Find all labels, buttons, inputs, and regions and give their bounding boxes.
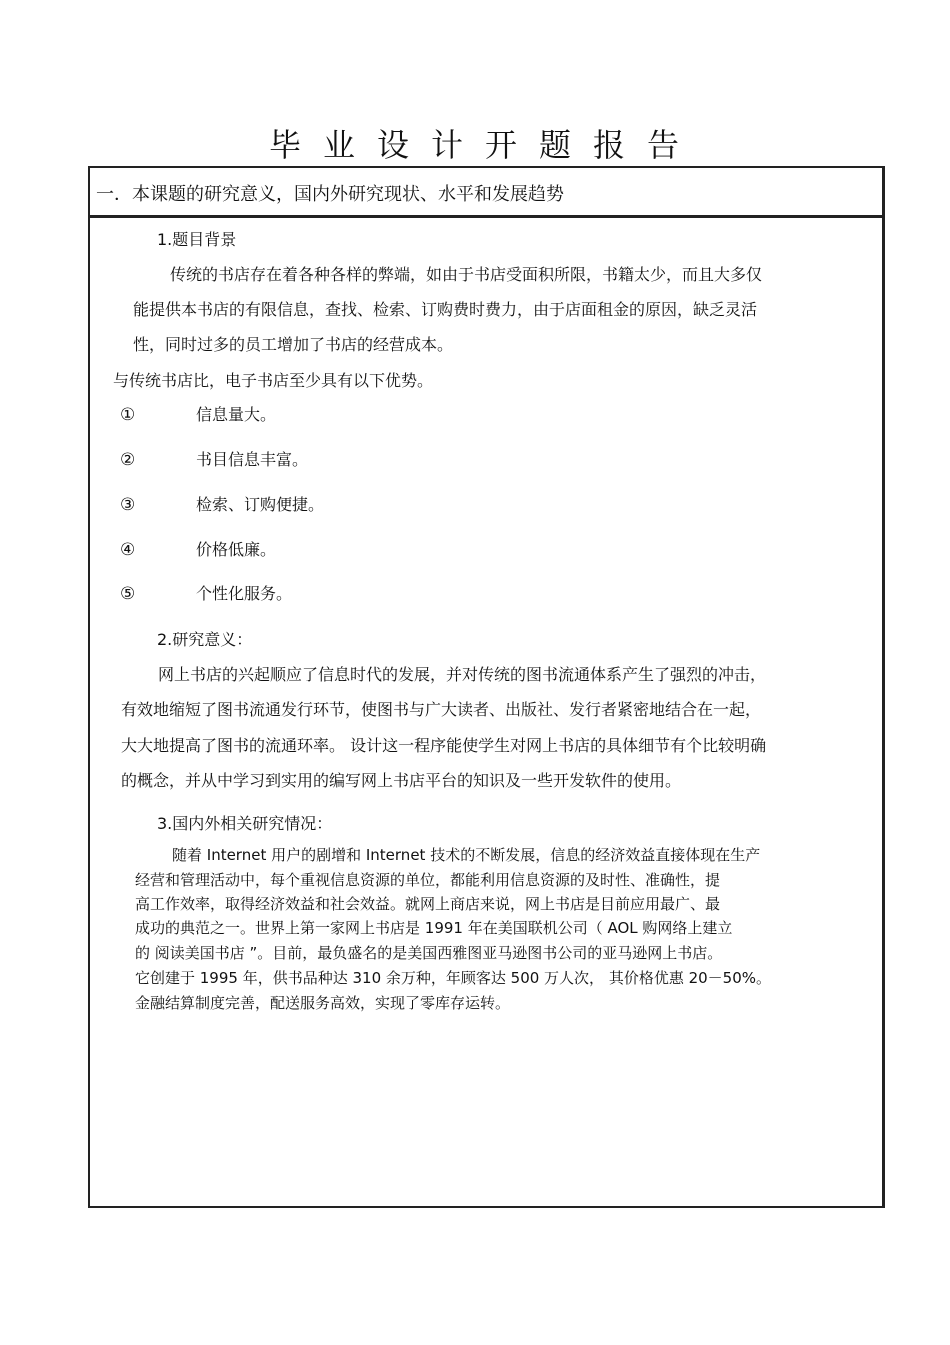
sec1-line: 能提供本书店的有限信息，查找、检索、订购费时费力，由于店面租金的原因，缺乏灵活: [133, 300, 758, 319]
advantage-text: 书目信息丰富。: [196, 450, 309, 469]
sec2-line: 大大地提高了图书的流通环率。 设计这一程序能使学生对网上书店的具体细节有个比较明确: [121, 736, 767, 755]
advantage-text: 检索、订购便捷。: [196, 495, 325, 514]
advantage-text: 信息量大。: [196, 405, 277, 424]
sec2-line: 的概念，并从中学习到实用的编写网上书店平台的知识及一些开发软件的使用。: [121, 771, 682, 790]
advantage-number: ④: [120, 540, 136, 560]
sec2-line: 网上书店的兴起顺应了信息时代的发展，并对传统的图书流通体系产生了强烈的冲击，: [158, 665, 767, 684]
report-frame: [88, 166, 885, 1208]
advantage-text: 个性化服务。: [196, 584, 293, 603]
sec1-line: 传统的书店存在着各种各样的弊端，如由于书店受面积所限，书籍太少，而且大多仅: [170, 265, 763, 284]
sec3-line: 经营和管理活动中，每个重视信息资源的单位，都能利用信息资源的及时性、准确性，提: [135, 871, 721, 889]
sec2-line: 有效地缩短了图书流通发行环节，使图书与广大读者、出版社、发行者紧密地结合在一起，: [121, 700, 762, 719]
sec3-heading: 3.国内外相关研究情况：: [157, 814, 333, 833]
sec1-line: 性，同时过多的员工增加了书店的经营成本。: [133, 335, 454, 354]
section-header-text: 一．本课题的研究意义，国内外研究现状、水平和发展趋势: [96, 184, 564, 205]
advantage-number: ②: [120, 450, 136, 470]
section-header: [90, 168, 882, 218]
sec3-line: 的 阅读美国书店 ”。目前，最负盛名的是美国西雅图亚马逊图书公司的亚马逊网上书店。: [135, 944, 723, 962]
advantage-number: ③: [120, 495, 136, 515]
sec3-line: 高工作效率，取得经济效益和社会效益。就网上商店来说，网上书店是目前应用最广、最: [135, 895, 721, 913]
sec1-heading: 1.题目背景: [157, 230, 237, 249]
advantage-number: ⑤: [120, 584, 136, 604]
sec2-heading: 2.研究意义：: [157, 630, 253, 649]
sec3-line: 随着 Internet 用户的剧增和 Internet 技术的不断发展，信息的经济效益直接体现在生产: [172, 846, 761, 864]
sec3-line: 成功的典范之一。世界上第一家网上书店是 1991 年在美国联机公司（ AOL 购网络上建立: [135, 919, 733, 937]
report-title: 毕业设计开题报告: [268, 126, 701, 164]
sec1-compare: 与传统书店比，电子书店至少具有以下优势。: [113, 371, 434, 390]
sec3-line: 它创建于 1995 年，供书品种达 310 余万种，年顾客达 500 万人次， 其价格优惠 20－50%。: [135, 969, 772, 987]
advantage-number: ①: [120, 405, 136, 425]
advantage-text: 价格低廉。: [196, 540, 277, 559]
sec3-line: 金融结算制度完善，配送服务高效，实现了零库存运转。: [135, 994, 511, 1012]
